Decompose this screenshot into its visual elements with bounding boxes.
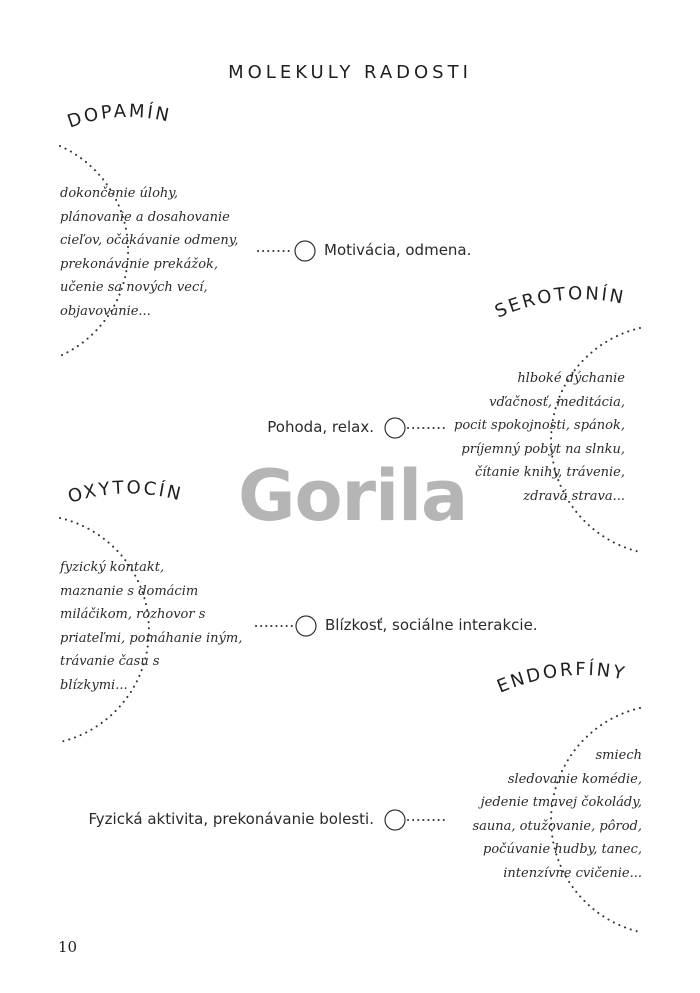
list-item: priateľmi, pomáhanie iným, <box>60 630 243 646</box>
page-title: MOLEKULY RADOSTI <box>228 62 472 83</box>
effect-label-oxytocin: Blízkosť, sociálne interakcie. <box>325 616 538 634</box>
list-item: čítanie knihy, trávenie, <box>474 465 625 480</box>
list-item: smiech <box>595 748 642 763</box>
effect-label-serotonin: Pohoda, relax. <box>267 418 374 436</box>
list-item: miláčikom, rozhovor s <box>60 607 206 622</box>
activity-list-endorfiny <box>472 744 642 885</box>
list-item: blízkymi... <box>60 677 128 693</box>
circle-bullet-oxytocin <box>296 616 316 636</box>
list-item: hlboké dýchanie <box>517 371 625 386</box>
list-item: objavovanie... <box>60 303 151 319</box>
list-item: prekonávanie prekážok, <box>60 256 219 272</box>
circle-bullet-endorfiny <box>385 810 405 830</box>
list-item: fyzický kontakt, <box>60 560 165 575</box>
effect-label-endorfiny: Fyzická aktivita, prekonávanie bolesti. <box>88 810 374 828</box>
list-item: pocit spokojnosti, spánok, <box>454 418 625 433</box>
section-title-dopamin: DOPAMÍN <box>64 100 174 133</box>
activity-list-serotonin <box>454 367 625 508</box>
list-item: vďačnosť, meditácia, <box>489 394 625 410</box>
list-item: učenie sa nových vecí, <box>60 280 208 295</box>
section-title-endorfiny: ENDORFÍNY <box>494 658 629 698</box>
page-number: 10 <box>58 938 78 956</box>
activity-list-oxytocin <box>60 556 242 697</box>
list-item: intenzívne cvičenie... <box>503 865 642 881</box>
list-item: plánovanie a dosahovanie <box>60 209 230 225</box>
watermark-logo: Gorila <box>238 455 468 537</box>
effect-label-dopamin: Motivácia, odmena. <box>324 241 472 259</box>
section-title-serotonin: SEROTONÍN <box>491 283 628 323</box>
list-item: maznanie s domácim <box>60 583 199 599</box>
list-item: sauna, otužovanie, pôrod, <box>472 818 642 834</box>
list-item: cieľov, očakávanie odmeny, <box>60 233 239 248</box>
list-item: jedenie tmavej čokolády, <box>480 795 642 810</box>
list-item: dokončenie úlohy, <box>60 186 179 201</box>
list-item: zdravá strava... <box>523 488 625 504</box>
list-item: počúvanie hudby, tanec, <box>483 842 642 857</box>
circle-bullet-serotonin <box>385 418 405 438</box>
circle-bullet-dopamin <box>295 241 315 261</box>
section-title-oxytocin: OXYTOCÍN <box>65 477 185 508</box>
list-item: trávanie času s <box>60 654 160 669</box>
activity-list-dopamin <box>60 182 238 323</box>
list-item: sledovanie komédie, <box>507 771 642 787</box>
list-item: príjemný pobyt na slnku, <box>461 441 625 457</box>
